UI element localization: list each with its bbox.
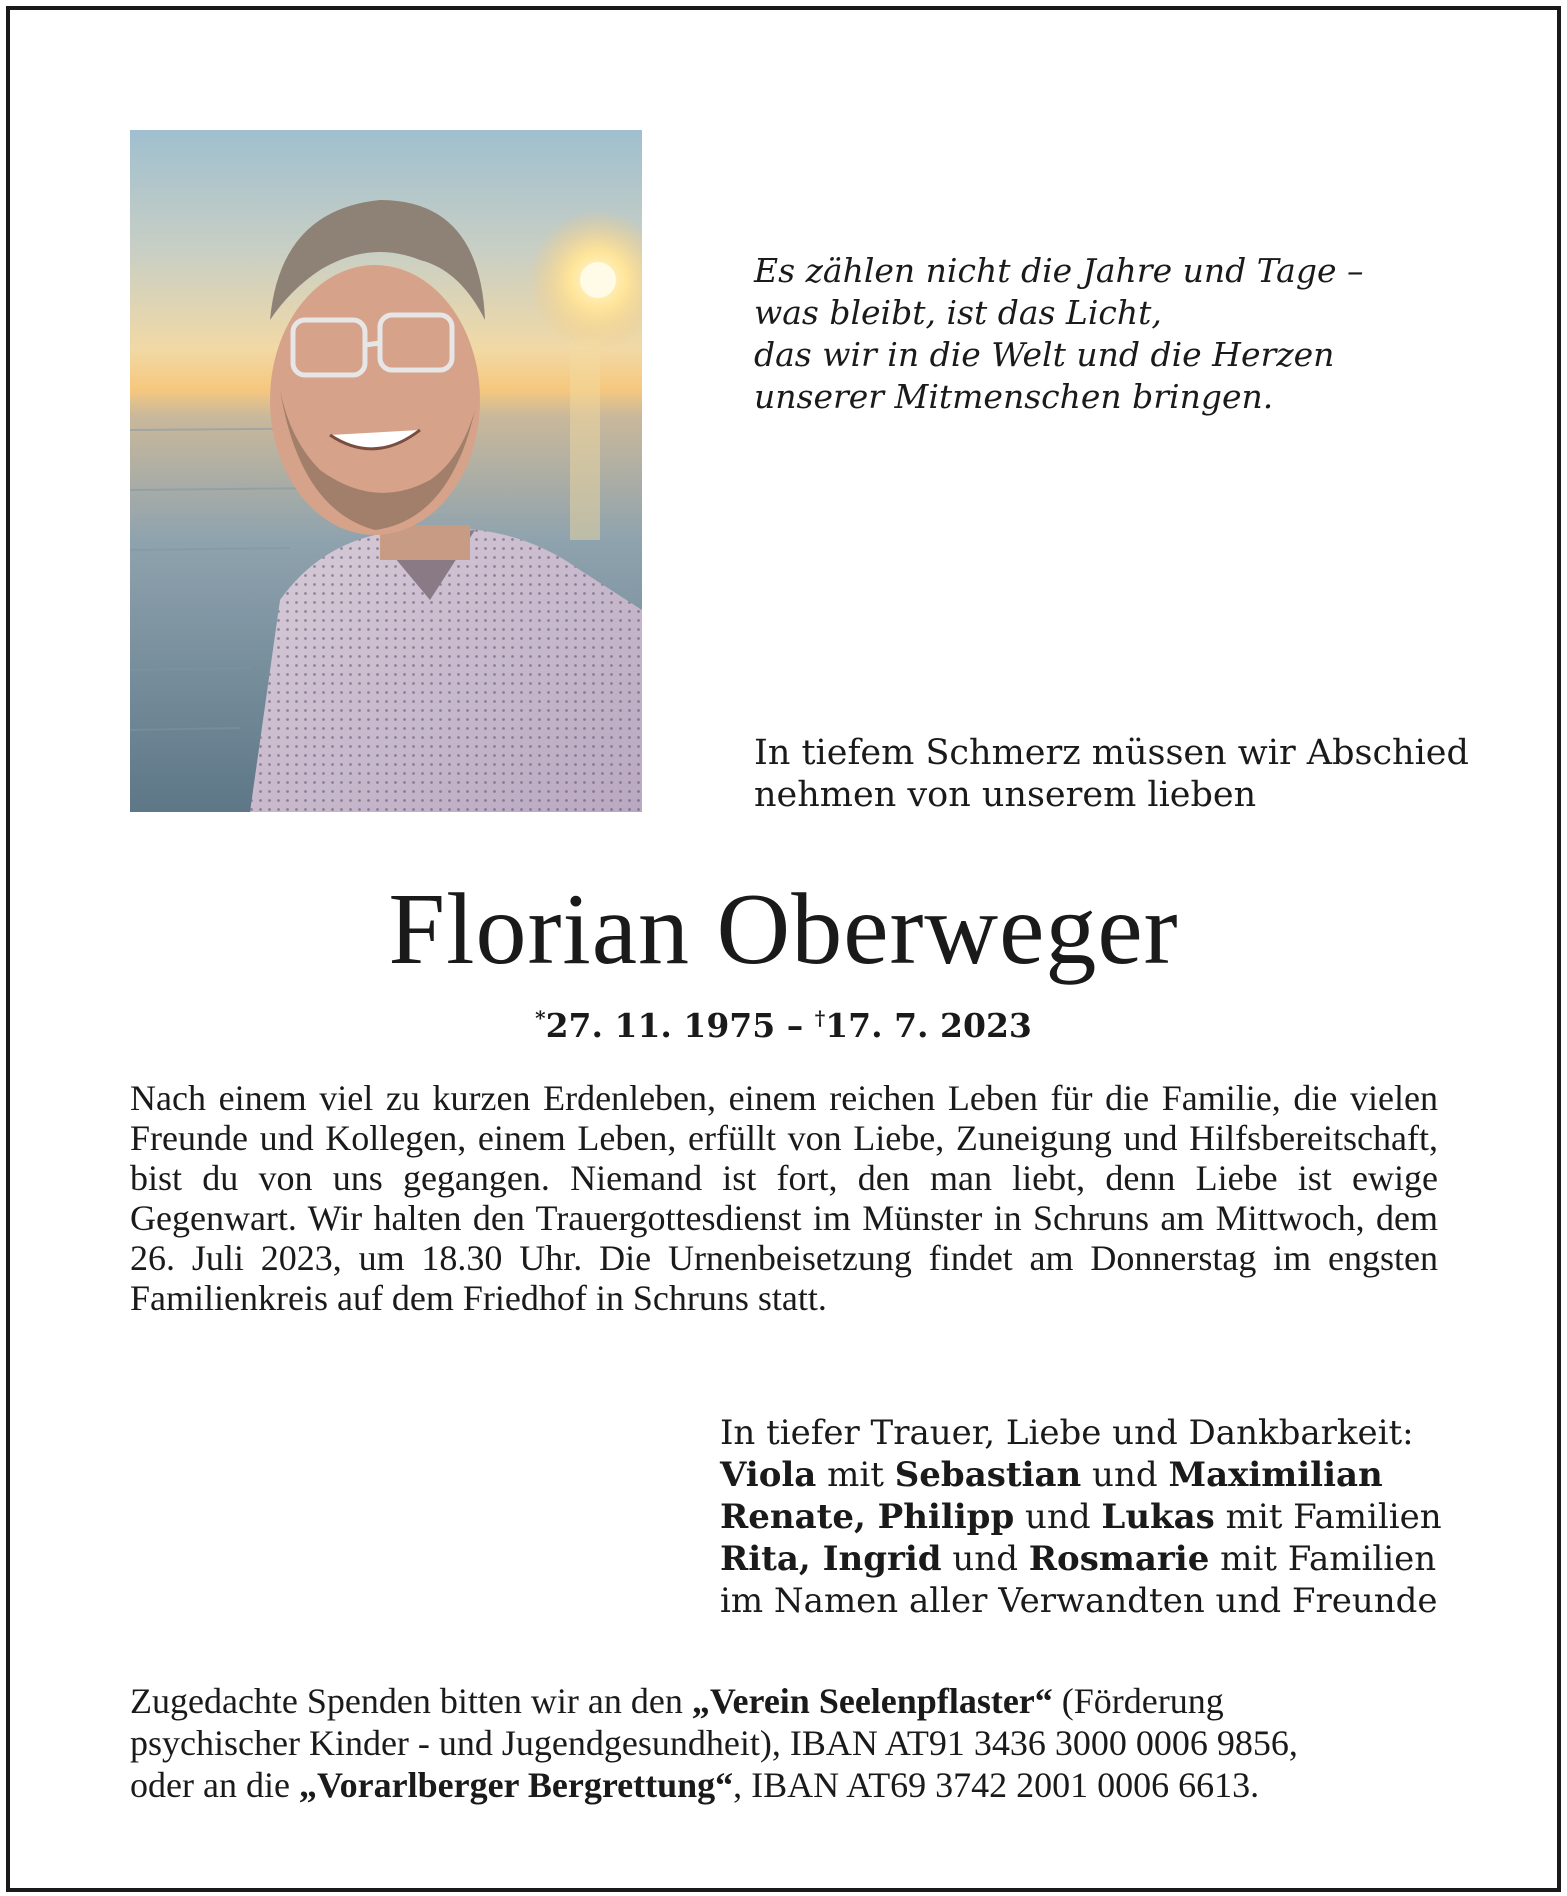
quote-line: Es zählen nicht die Jahre und Tage – (754, 251, 1364, 290)
quote-line: unserer Mitmenschen bringen. (754, 377, 1274, 416)
donation-line: psychischer Kinder - und Jugendgesundheit), IBAN AT91 3436 3000 0006 9856, (130, 1723, 1298, 1763)
obituary-text: Nach einem viel zu kurzen Erdenleben, einem reichen Leben für die Familie, die vielen Freunde und Kollegen, einem Leben, erfüllt von Liebe, Zuneigung und Hilfsbereitschaft, bist du von uns gegangen. Niemand ist fort, den man liebt, denn Liebe ist ewige Gegenwart. Wir halten den Trauergottesdienst im Münster in Schruns am Mittwoch, dem 26. Juli 2023, um 18.30 Uhr. Die Urnenbeisetzung findet am Donnerstag im engsten Familienkreis auf dem Friedhof in Schruns statt. (130, 1078, 1438, 1318)
portrait-photo (130, 130, 642, 812)
quote-line: was bleibt, ist das Licht, (754, 293, 1162, 332)
intro-line: nehmen von unserem lieben (754, 775, 1257, 815)
deceased-name: Florian Oberweger (388, 873, 1179, 986)
quote-line: das wir in die Welt und die Herzen (754, 335, 1335, 374)
mourners-line: im Namen aller Verwandten und Freunde (720, 1581, 1438, 1621)
mourners-line: Viola mit Sebastian und Maximilian (720, 1455, 1383, 1495)
memorial-quote (754, 250, 1454, 418)
birth-symbol: * (535, 1006, 546, 1030)
mourners-line: Renate, Philipp und Lukas mit Familien (720, 1497, 1442, 1537)
mourners-signoff (720, 1412, 1500, 1622)
intro-line: In tiefem Schmerz müssen wir Abschied (754, 733, 1469, 773)
donation-line: Zugedachte Spenden bitten wir an den „Verein Seelenpflaster“ (Förderung (130, 1681, 1224, 1721)
announcement-intro (754, 732, 1474, 816)
birth-date: 27. 11. 1975 (545, 1006, 776, 1045)
donation-line: oder an die „Vorarlberger Bergrettung“, IBAN AT69 3742 2001 0006 6613. (130, 1765, 1260, 1805)
donation-note (130, 1680, 1440, 1806)
life-dates (0, 998, 1567, 1046)
death-date: 17. 7. 2023 (825, 1006, 1032, 1045)
date-separator: – (775, 1006, 815, 1045)
mourners-line: Rita, Ingrid und Rosmarie mit Familien (720, 1539, 1437, 1579)
death-symbol: † (814, 1006, 826, 1030)
signoff-heading: In tiefer Trauer, Liebe und Dankbarkeit: (720, 1413, 1414, 1453)
